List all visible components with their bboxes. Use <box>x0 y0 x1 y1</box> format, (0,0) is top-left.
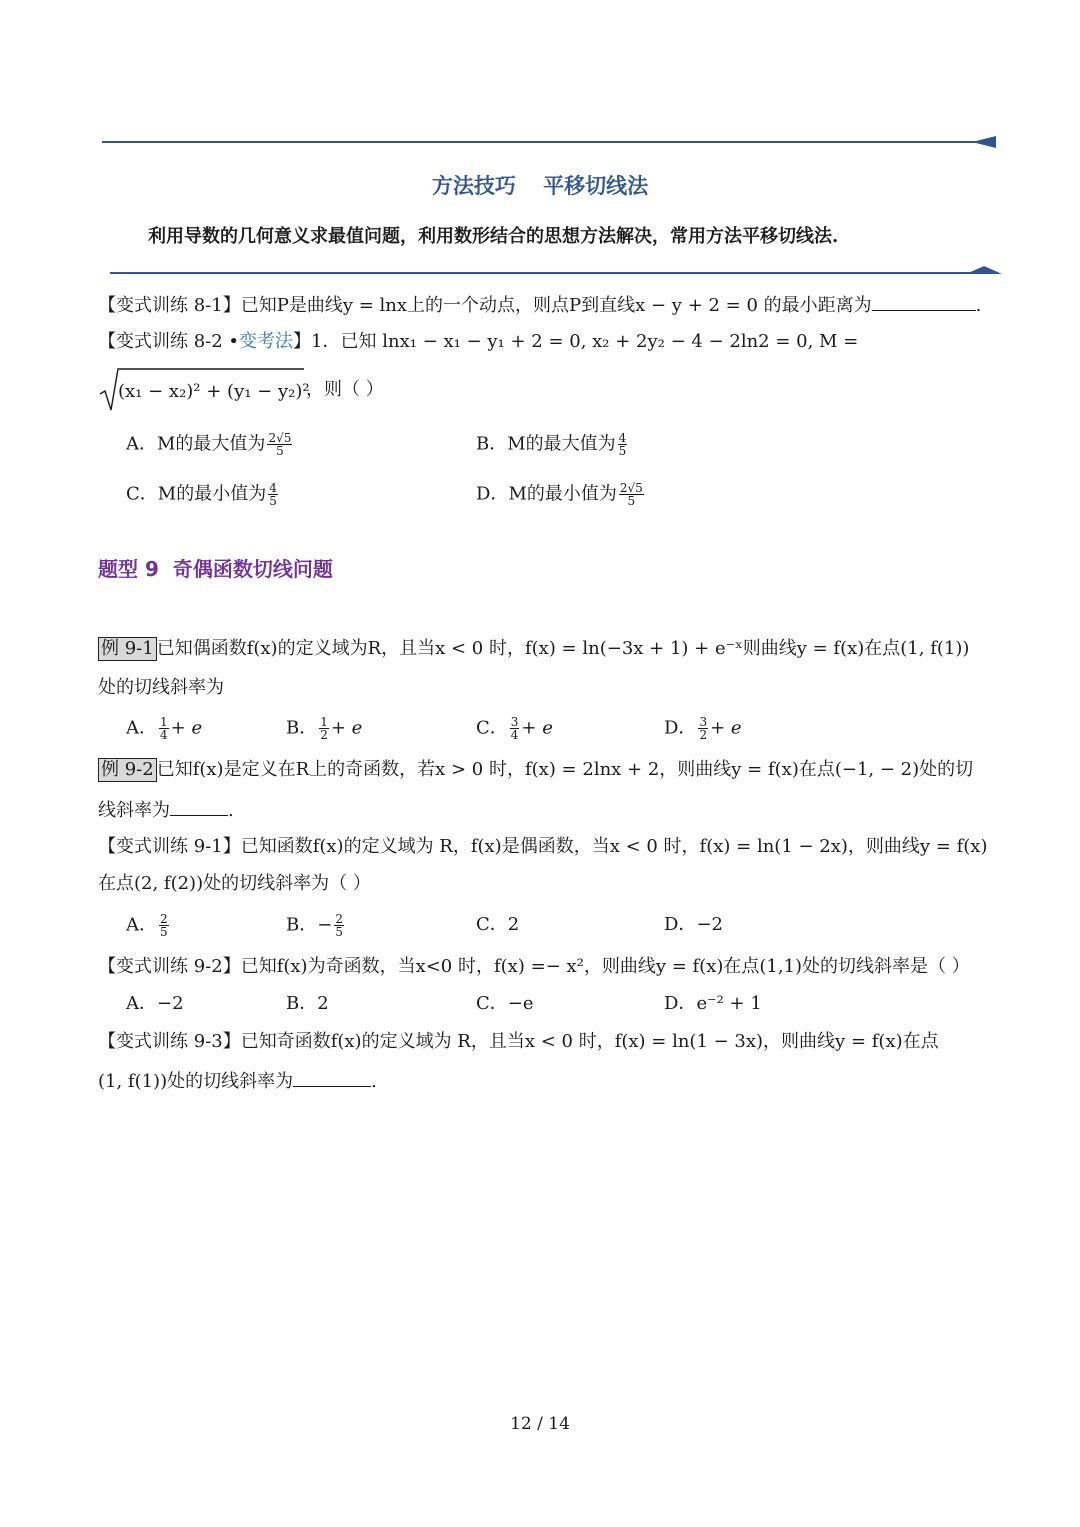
example-9-1-line2: 处的切线斜率为 <box>98 677 224 698</box>
option-text: −e <box>507 993 534 1014</box>
option-letter: A． <box>126 993 157 1014</box>
denominator: 5 <box>627 494 636 508</box>
fraction <box>618 432 628 457</box>
fraction <box>159 913 169 938</box>
denominator: 5 <box>335 925 343 939</box>
example-label: 例 9-2 <box>98 758 157 782</box>
variant-tag: 变考法 <box>239 331 294 352</box>
numerator: 1 <box>160 715 168 729</box>
numerator: 2√5 <box>619 481 643 495</box>
question-text: 1．已知 lnx₁ − x₁ − y₁ + 2 = 0, x₂ + 2y₂ − 4 − 2ln2 = 0, M = <box>311 331 859 352</box>
bottom-rule <box>110 272 972 274</box>
option-text: + e <box>710 717 742 739</box>
fraction <box>698 716 708 741</box>
fraction <box>510 716 520 741</box>
option-letter: A． <box>126 717 157 739</box>
question-8-1 <box>98 292 981 318</box>
variant-9-1-line2: 在点(2, f(2))处的切线斜率为（ ） <box>98 873 371 894</box>
option-letter: C． <box>476 993 508 1014</box>
option-a <box>126 432 294 457</box>
option-a <box>126 992 184 1016</box>
option-c <box>476 913 519 937</box>
option-letter: D． <box>476 483 509 505</box>
option-text: 2 <box>507 914 520 935</box>
example-end: . <box>228 800 234 821</box>
fraction <box>268 482 278 507</box>
numerator: 2 <box>335 912 343 926</box>
topic-label: 题型 9 <box>98 557 159 581</box>
section-title-right: 平移切线法 <box>543 174 649 198</box>
question-text: 已知P是曲线y = lnx上的一个动点，则点P到直线x − y + 2 = 0 的最小距离为 <box>240 295 872 316</box>
option-text: + e <box>170 717 203 739</box>
option-b <box>476 432 629 457</box>
option-b <box>286 992 329 1016</box>
denominator: 5 <box>160 925 168 939</box>
topic-title: 奇偶函数切线问题 <box>172 557 333 581</box>
answer-blank <box>170 797 228 816</box>
denominator: 5 <box>269 494 277 508</box>
numerator: 1 <box>320 715 328 729</box>
option-letter: B． <box>476 433 508 455</box>
example-label: 例 9-1 <box>98 637 157 661</box>
option-sign: − <box>317 914 333 936</box>
answer-blank <box>293 1068 371 1087</box>
option-a <box>126 913 171 938</box>
option-text: + e <box>521 717 553 739</box>
option-c <box>476 992 534 1016</box>
question-label: 【变式训练 8-1】 <box>98 295 241 316</box>
example-text: 已知偶函数f(x)的定义域为R，且当x < 0 时，f(x) = ln(−3x + 1) + e⁻ˣ则曲线y = f(x)在点(1, f(1)) <box>156 638 970 659</box>
option-letter: A． <box>126 433 157 455</box>
variant-9-3 <box>98 1030 939 1054</box>
option-c <box>476 716 553 741</box>
fraction <box>334 913 344 938</box>
top-rule <box>102 141 982 143</box>
section-title <box>0 170 1080 200</box>
option-letter: B． <box>286 914 318 936</box>
example-text: 已知f(x)是定义在R上的奇函数，若x > 0 时，f(x) = 2lnx + 2，则曲线y = f(x)在点(−1, − 2)处的切 <box>156 759 974 780</box>
section-title-left: 方法技巧 <box>431 174 516 198</box>
option-letter: D． <box>664 993 697 1014</box>
example-9-2 <box>98 758 973 782</box>
example-text: 线斜率为 <box>98 800 170 821</box>
option-d <box>664 913 723 937</box>
option-letter: B． <box>286 993 318 1014</box>
radicand: (x₁ − x₂)² + (y₁ − y₂)² <box>118 381 310 402</box>
question-label: 【变式训练 9-2】 <box>98 956 241 977</box>
question-8-2 <box>98 330 858 354</box>
numerator: 2 <box>160 912 168 926</box>
numerator: 2√5 <box>268 431 292 445</box>
option-letter: D． <box>664 914 697 935</box>
option-letter: C． <box>476 717 508 739</box>
option-text: + e <box>330 717 363 739</box>
option-c <box>126 482 280 507</box>
option-letter: B． <box>286 717 318 739</box>
option-d <box>664 716 742 741</box>
option-text: 2 <box>317 993 329 1014</box>
question-text: 已知奇函数f(x)的定义域为 R，且当x < 0 时，f(x) = ln(1 − 3x)，则曲线y = f(x)在点 <box>240 1031 939 1052</box>
question-text: 已知函数f(x)的定义域为 R，f(x)是偶函数，当x < 0 时，f(x) = ln(1 − 2x)，则曲线y = f(x) <box>240 836 988 857</box>
topic-heading <box>98 553 333 582</box>
bottom-rule-arrow <box>966 266 1002 274</box>
option-a <box>126 716 202 741</box>
question-end: . <box>371 1071 377 1092</box>
example-9-2-line2 <box>98 797 234 823</box>
option-letter: A． <box>126 914 157 936</box>
option-b <box>286 716 362 741</box>
option-text: −2 <box>696 914 723 935</box>
option-d <box>476 482 646 507</box>
denominator: 4 <box>160 728 168 742</box>
denominator: 5 <box>618 444 627 458</box>
variant-9-2 <box>98 955 970 979</box>
numerator: 4 <box>269 481 277 495</box>
question-tail: ，则（ ） <box>306 379 384 400</box>
fraction <box>267 432 292 457</box>
fraction <box>619 482 644 507</box>
page-number: 12 / 14 <box>510 1414 570 1434</box>
option-letter: D． <box>664 717 697 739</box>
option-d <box>664 992 762 1016</box>
option-text: M的最大值为 <box>507 433 616 455</box>
option-letter: C． <box>126 483 158 505</box>
question-label-end: 】 <box>293 331 312 352</box>
option-text: M的最小值为 <box>157 483 267 505</box>
denominator: 2 <box>320 728 328 742</box>
example-9-1 <box>98 637 969 661</box>
option-b <box>286 913 346 938</box>
fraction <box>319 716 329 741</box>
answer-blank <box>872 292 976 311</box>
variant-9-3-line2 <box>98 1068 377 1094</box>
option-text: M的最大值为 <box>157 433 266 455</box>
question-label: 【变式训练 9-1】 <box>98 836 241 857</box>
question-text: 已知f(x)为奇函数，当x<0 时，f(x) =− x²，则曲线y = f(x)在点(1,1)处的切线斜率是（ ） <box>240 956 970 977</box>
variant-9-1 <box>98 835 987 859</box>
option-letter: C． <box>476 914 508 935</box>
question-label: 【变式训练 9-3】 <box>98 1031 241 1052</box>
denominator: 2 <box>699 728 708 742</box>
fraction <box>159 716 169 741</box>
top-rule-arrow <box>972 136 996 148</box>
question-label: 【变式训练 8-2 • <box>98 331 240 352</box>
option-text: e⁻² + 1 <box>696 993 762 1014</box>
option-text: −2 <box>157 993 184 1014</box>
method-intro: 利用导数的几何意义求最值问题，利用数形结合的思想方法解决，常用方法平移切线法. <box>148 226 839 247</box>
numerator: 4 <box>618 431 627 445</box>
numerator: 3 <box>699 715 708 729</box>
denominator: 5 <box>276 444 284 458</box>
question-text: (1, f(1))处的切线斜率为 <box>98 1071 294 1092</box>
question-end: . <box>975 295 982 316</box>
denominator: 4 <box>510 728 519 742</box>
option-text: M的最小值为 <box>508 483 617 505</box>
numerator: 3 <box>510 715 519 729</box>
